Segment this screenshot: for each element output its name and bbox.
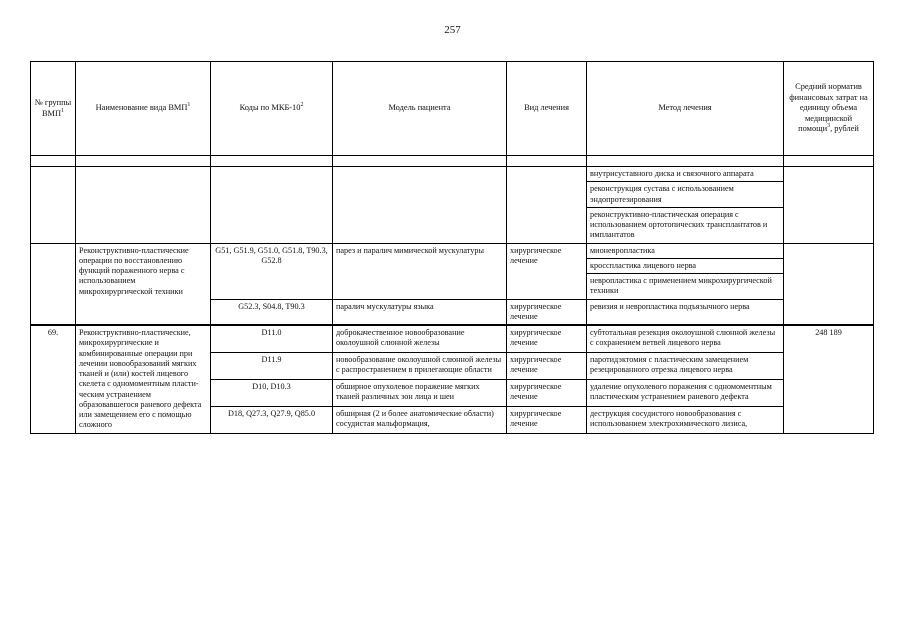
table-row — [31, 325, 874, 352]
header-patient-model: Модель пациента — [333, 62, 507, 156]
icd-codes-cell: D18, Q27.3, Q27.9, Q85.0 — [211, 406, 333, 433]
patient-model-cell: новообразование околоушной слюнной железы с распространением в прилегающие области — [333, 352, 507, 379]
method-cell: кросспластика лицевого нерва — [587, 258, 784, 273]
treatment-type-cell: хирургическое лечение — [507, 325, 587, 352]
method-cell: удаление опухолевого поражения с одномоментным пластическим устранением раневого дефекта — [587, 379, 784, 406]
patient-model-cell: обширная (2 и более анатомические области) сосудистая мальформация, — [333, 406, 507, 433]
icd-codes-cell: G52.3, S04.8, T90.3 — [211, 299, 333, 325]
cost-cell: 248 189 — [784, 325, 874, 433]
icd-codes-cell: D11.9 — [211, 352, 333, 379]
method-cell: субтотальная резекция околоушной слюнной железы с сохранением ветвей лицевого нерва — [587, 325, 784, 352]
vmp-table — [30, 61, 874, 434]
treatment-type-cell: хирургическое лечение — [507, 379, 587, 406]
patient-model-cell: парез и паралич мимической мускулатуры — [333, 243, 507, 299]
group-number-cell: 69. — [31, 325, 76, 433]
icd-codes-cell: G51, G51.9, G51.0, G51.8, T90.3, G52.8 — [211, 243, 333, 299]
treatment-type-cell: хирургическое лечение — [507, 243, 587, 299]
vmp-name-cell: Реконструктивно-пластические, микрохирургические и комбинированные операции при лечении новообразований мягких тканей и (или) костей лицевого скелета с одномоментным пласти-ческим устранением образовавшегося раневого дефекта или замещением его с помощью сложного — [76, 325, 211, 433]
vmp-name-cell: Реконструктивно-пластические операции по восстановлению функций пораженного нерва с использованием микрохирургической техники — [76, 243, 211, 325]
method-cell: деструкция сосудистого новообразования с использованием электрохимического лизиса, — [587, 406, 784, 433]
table-row — [31, 243, 874, 258]
treatment-type-cell: хирургическое лечение — [507, 299, 587, 325]
method-cell: внутрисуставного диска и связочного аппарата — [587, 167, 784, 182]
patient-model-cell: доброкачественное новообразование околоушной слюнной железы — [333, 325, 507, 352]
patient-model-cell: обширное опухолевое поражение мягких тканей различных зон лица и шеи — [333, 379, 507, 406]
spacer-row — [31, 156, 874, 167]
header-icd-codes: Коды по МКБ-$10^2$ — [211, 62, 333, 156]
method-cell: невропластика с применением микрохирургической техники — [587, 274, 784, 300]
table-header-row — [31, 62, 874, 156]
method-cell: реконструкция сустава с использованием эндопротезирования — [587, 182, 784, 208]
method-cell: ревизия и невропластика подъязычного нерва — [587, 299, 784, 325]
header-cost: Средний норматив финансовых затрат на единицу объема медицинской помощи$^3$, рублей — [784, 62, 874, 156]
method-cell: мионевропластика — [587, 243, 784, 258]
table-row — [31, 167, 874, 182]
treatment-type-cell: хирургическое лечение — [507, 352, 587, 379]
header-group-number: № группы ВМП$^1$ — [31, 62, 76, 156]
header-treatment-method: Метод лечения — [587, 62, 784, 156]
header-treatment-type: Вид лечения — [507, 62, 587, 156]
header-vmp-name: Наименование вида ВМП$^1$ — [76, 62, 211, 156]
method-cell: паротидэктомия с пластическим замещением резецированного отрезка лицевого нерва — [587, 352, 784, 379]
patient-model-cell: паралич мускулатуры языка — [333, 299, 507, 325]
icd-codes-cell: D11.0 — [211, 325, 333, 352]
method-cell: реконструктивно-пластическая операция с использованием ортотопических трансплантатов и имплантатов — [587, 207, 784, 243]
treatment-type-cell: хирургическое лечение — [507, 406, 587, 433]
page-number: 257 — [444, 24, 461, 36]
icd-codes-cell: D10, D10.3 — [211, 379, 333, 406]
